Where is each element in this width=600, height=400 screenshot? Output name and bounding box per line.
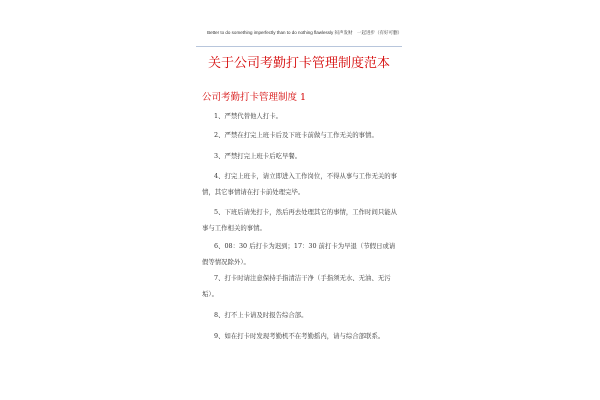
rule-paragraph-1: 1、严禁代替他人打卡。	[214, 112, 282, 120]
rule-paragraph-2: 2、严禁在打完上班卡后及下班卡前做与工作无关的事情。	[214, 131, 378, 139]
rule-paragraph-5: 5、下班后请先打卡，然后再去处理其它的事情，工作时间只能从事与工作相关的事情。	[202, 208, 398, 232]
document-title: 关于公司考勤打卡管理制度范本	[207, 56, 390, 71]
rule-paragraph-6: 6、08：30 后打卡为迟到；17：30 前打卡为早退（节假日或请假等情况除外）。	[202, 242, 396, 266]
section-heading: 公司考勤打卡管理制度 1	[202, 92, 307, 103]
rule-paragraph-4: 4、打完上班卡，请立即进入工作岗位，不得从事与工作无关的事情，其它事情请在打卡前处理完毕。	[202, 172, 398, 196]
rule-paragraph-9: 9、如在打卡时发现考勤机不在考勤摇内，请与综合部联系。	[214, 332, 385, 340]
header-tagline: Better to do something imperfectly than to do nothing flawlessly 闷声发财 一起进步（有好可删）	[207, 30, 402, 35]
rule-paragraph-7: 7、打卡时请注意保持手指清洁干净（手指须无水、无油、无污垢）。	[202, 274, 391, 298]
rule-paragraph-8: 8、打不上卡请及时报告综合部。	[214, 311, 308, 319]
header-divider	[196, 46, 402, 47]
rule-paragraph-3: 3、严禁打完上班卡后吃早餐。	[214, 152, 302, 160]
